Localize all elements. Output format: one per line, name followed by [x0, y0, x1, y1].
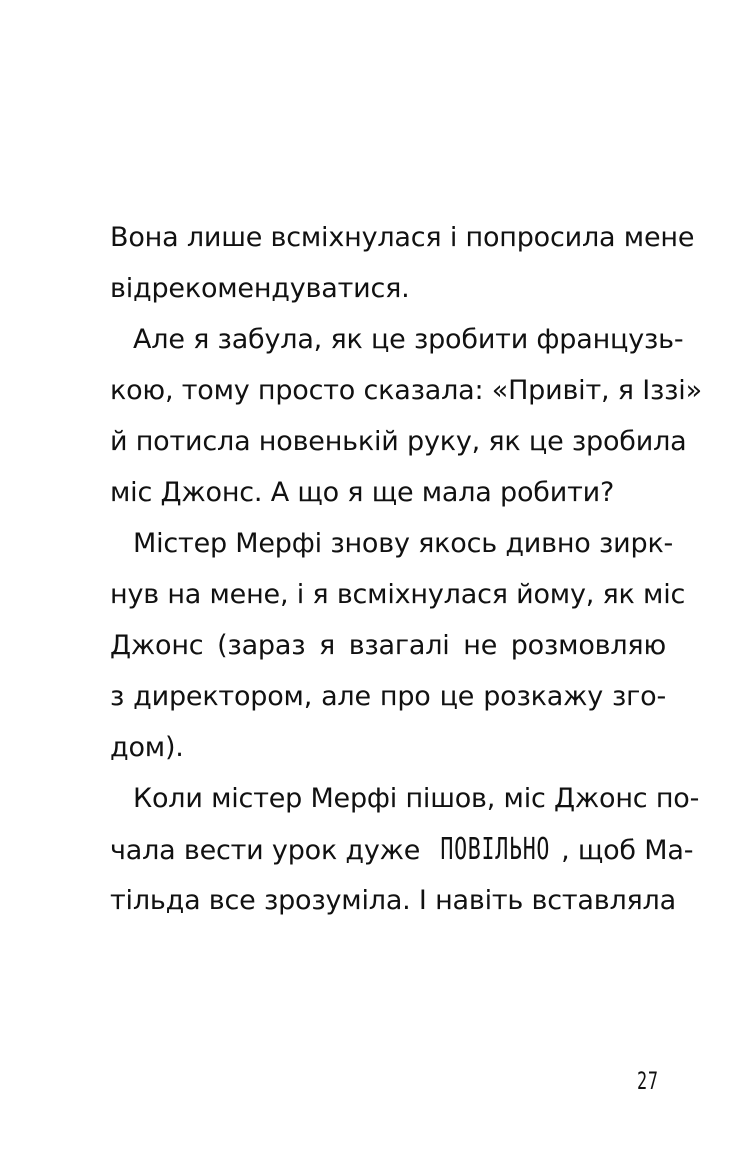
text-line: відрекомендуватися.: [110, 273, 410, 304]
text-line: нув на мене, і я всміхнулася йому, як міс: [110, 579, 686, 610]
text-line: Містер Мерфі знову якось дивно зирк-: [133, 528, 674, 559]
page-body-text: [110, 212, 702, 926]
text-line: Але я забула, як це зробити французь-: [133, 324, 684, 355]
text-line: Джонс (зараз я взагалі не розмовляю: [110, 630, 666, 661]
text-fragment: , щоб Ма-: [561, 835, 694, 866]
text-line: Коли містер Мерфі пішов, міс Джонс по-: [133, 783, 700, 814]
text-line: з директором, але про це розкажу зго-: [110, 681, 666, 712]
page-number: 27: [637, 1067, 659, 1095]
text-line: тільда все зрозуміла. І навіть вставляла: [110, 885, 676, 916]
emphasis-word: ПОВІЛЬНО: [439, 832, 550, 867]
text-line: дом).: [110, 732, 184, 763]
text-line: Вона лише всміхнулася і попросила мене: [110, 222, 695, 253]
text-line: міс Джонс. А що я ще мала робити?: [110, 477, 615, 508]
text-fragment: чала вести урок дуже: [110, 835, 421, 866]
text-line-emphasis: [110, 824, 694, 875]
text-line: кою, тому просто сказала: «Привіт, я Іззі»: [110, 375, 702, 406]
text-line: й потисла новенькій руку, як це зробила: [110, 426, 687, 457]
